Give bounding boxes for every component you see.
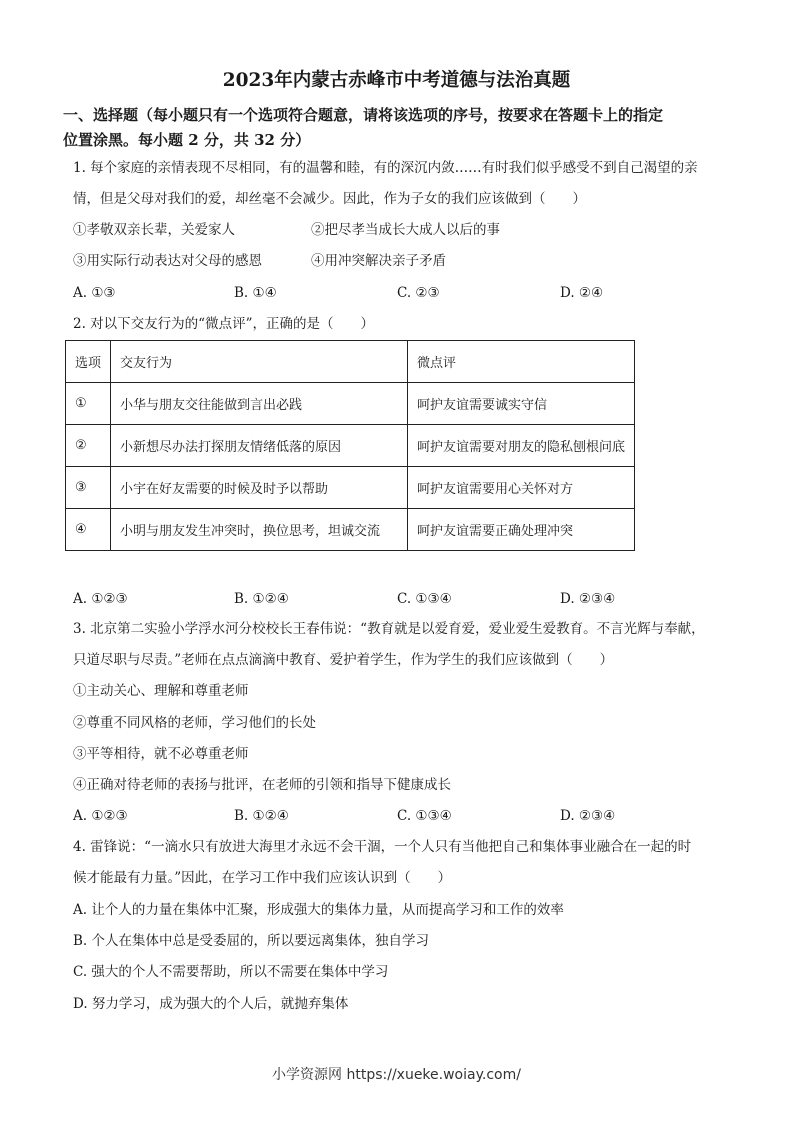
table-cell: 小华与朋友交往能做到言出必践	[111, 383, 408, 425]
q1-stem: 1. 每个家庭的亲情表现不尽相同，有的温馨和睦，有的深沉内敛……有时我们似乎感受不到自己渴望的亲	[73, 160, 698, 176]
q1-item: ②把尽孝当成长大成人以后的事	[311, 222, 500, 238]
q4-choice-c: C. 强大的个人不需要帮助，所以不需要在集体中学习	[73, 964, 389, 980]
q1-choice-a: A. ①③	[73, 285, 116, 301]
page-title: 2023年内蒙古赤峰市中考道德与法治真题	[222, 70, 571, 91]
table-row	[66, 467, 635, 509]
q1-choice-b: B. ①④	[234, 285, 277, 301]
q3-stem-cont: 只道尽职与尽责。”老师在点点滴滴中教育、爱护着学生，作为学生的我们应该做到（ ）	[73, 652, 614, 668]
q4-stem: 4. 雷锋说：“一滴水只有放进大海里才永远不会干涸，一个人只有当他把自己和集体事业融合在一起的时	[73, 839, 692, 855]
table-cell: 呵护友谊需要正确处理冲突	[408, 509, 635, 551]
table-header: 交友行为	[111, 341, 408, 383]
table-row	[66, 509, 635, 551]
table-cell: ③	[66, 467, 111, 509]
table-cell: ①	[66, 383, 111, 425]
q4-stem-cont: 候才能最有力量。”因此，在学习工作中我们应该认识到（ ）	[73, 870, 452, 886]
q4-choice-a: A. 让个人的力量在集体中汇聚，形成强大的集体力量，从而提高学习和工作的效率	[73, 902, 564, 918]
table-cell: 小明与朋友发生冲突时，换位思考，坦诚交流	[111, 509, 408, 551]
q3-stem: 3. 北京第二实验小学浮水河分校校长王春伟说：“教育就是以爱育爱，爱业爱生爱教育。不言光辉与奉献，	[73, 621, 705, 637]
q3-choice-b: B. ①②④	[234, 808, 289, 824]
footer-watermark: 小学资源网 https://xueke.woiay.com/	[272, 1067, 521, 1083]
table-row	[66, 425, 635, 467]
section-heading-cont: 位置涂黑。每小题 2 分，共 32 分）	[63, 131, 311, 149]
q1-item: ③用实际行动表达对父母的感恩	[73, 253, 262, 269]
table-cell: 呵护友谊需要对朋友的隐私刨根问底	[408, 425, 635, 467]
q3-item: ④正确对待老师的表扬与批评，在老师的引领和指导下健康成长	[73, 777, 451, 793]
table-header: 微点评	[408, 341, 635, 383]
q2-table	[65, 340, 635, 551]
q3-item: ③平等相待，就不必尊重老师	[73, 746, 249, 762]
section-heading: 一、选择题（每小题只有一个选项符合题意，请将该选项的序号，按要求在答题卡上的指定	[63, 106, 664, 124]
q3-choice-d: D. ②③④	[560, 808, 616, 824]
q1-stem-cont: 情，但是父母对我们的爱，却丝毫不会减少。因此，作为子女的我们应该做到（ ）	[73, 191, 586, 207]
q3-choice-c: C. ①③④	[397, 808, 452, 824]
q4-choice-b: B. 个人在集体中总是受委屈的，所以要远离集体，独自学习	[73, 933, 430, 949]
q2-choice-b: B. ①②④	[234, 591, 289, 607]
q1-choice-c: C. ②③	[397, 285, 440, 301]
table-header-row	[66, 341, 635, 383]
q1-choice-d: D. ②④	[560, 285, 604, 301]
q1-item: ④用冲突解决亲子矛盾	[311, 253, 446, 269]
table-cell: 呵护友谊需要诚实守信	[408, 383, 635, 425]
table-row	[66, 383, 635, 425]
table-cell: 小新想尽办法打探朋友情绪低落的原因	[111, 425, 408, 467]
table-header: 选项	[66, 341, 111, 383]
q1-item: ①孝敬双亲长辈，关爱家人	[73, 222, 235, 238]
q2-stem: 2. 对以下交友行为的“微点评”，正确的是（ ）	[73, 316, 374, 332]
table-cell: ②	[66, 425, 111, 467]
table-cell: 呵护友谊需要用心关怀对方	[408, 467, 635, 509]
q4-choice-d: D. 努力学习，成为强大的个人后，就抛弃集体	[73, 996, 349, 1012]
q2-choice-a: A. ①②③	[73, 591, 128, 607]
table-cell: 小宇在好友需要的时候及时予以帮助	[111, 467, 408, 509]
q2-choice-c: C. ①③④	[397, 591, 452, 607]
q3-item: ①主动关心、理解和尊重老师	[73, 683, 249, 699]
q3-item: ②尊重不同风格的老师，学习他们的长处	[73, 715, 316, 731]
q3-choice-a: A. ①②③	[73, 808, 128, 824]
q2-choice-d: D. ②③④	[560, 591, 616, 607]
table-cell: ④	[66, 509, 111, 551]
